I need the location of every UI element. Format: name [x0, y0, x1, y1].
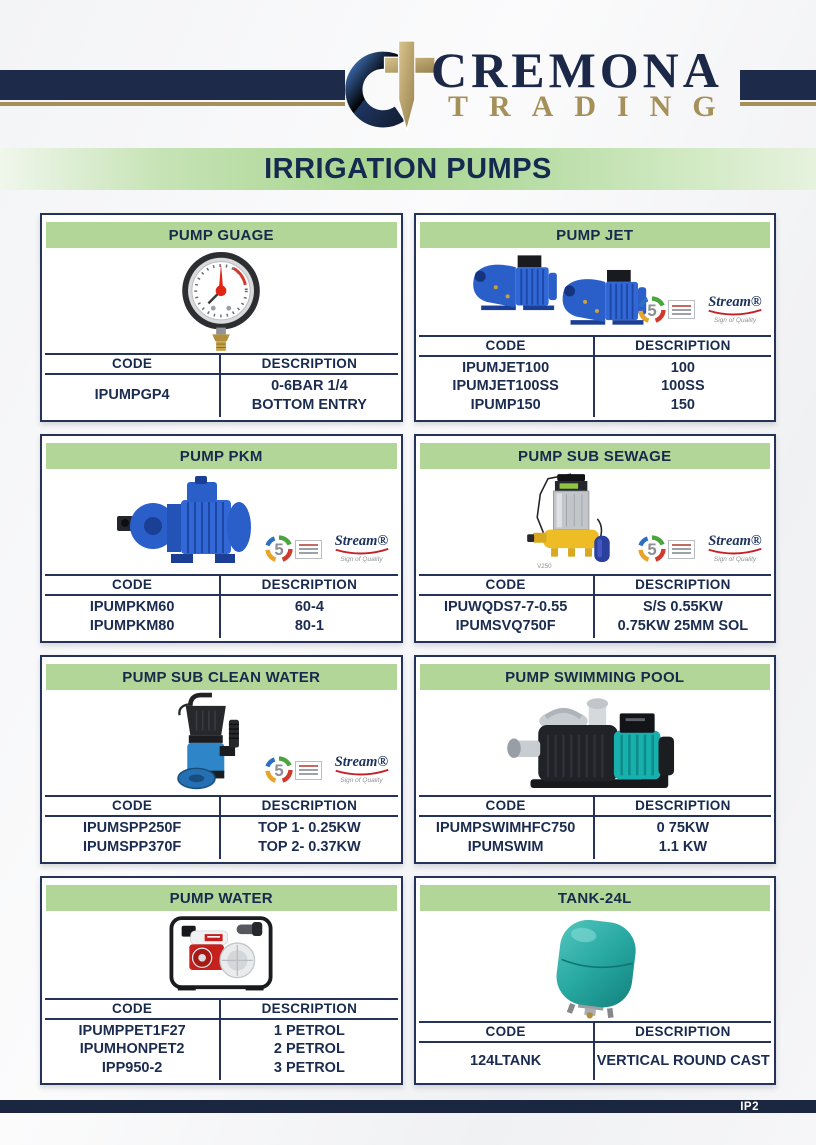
brand-wordmark — [431, 44, 737, 122]
code-value: IPUMSPP370F — [82, 838, 182, 855]
spec-table — [45, 795, 398, 859]
spec-table — [45, 998, 398, 1081]
product-card-pump-pkm — [40, 434, 403, 643]
stream-logo-name: Stream® — [334, 533, 389, 549]
svg-text:5: 5 — [647, 540, 657, 560]
spec-table — [45, 353, 398, 417]
description-value: VERTICAL ROUND CAST — [596, 1052, 770, 1069]
cremona-trading-logo-icon — [340, 38, 436, 136]
description-value: 1 PETROL — [273, 1022, 345, 1039]
stream-swoosh-icon — [333, 769, 391, 776]
code-header: CODE — [45, 355, 221, 373]
spec-table — [419, 574, 772, 638]
spec-table-header — [45, 355, 398, 375]
description-value: S/S 0.55KW — [642, 599, 723, 615]
description-value: 0-6BAR 1/4 — [271, 378, 348, 394]
description-value: 60-4 — [294, 599, 324, 615]
header-navy-bar-right — [740, 70, 816, 100]
product-image-area — [419, 469, 772, 574]
pressure-tank-image — [539, 913, 651, 1020]
spec-table-body — [419, 596, 772, 638]
stream-swoosh-icon — [706, 309, 764, 316]
description-value: 2 PETROL — [273, 1041, 345, 1057]
five-year-badge-icon — [637, 534, 667, 564]
code-values — [419, 596, 595, 638]
product-image-area — [419, 248, 772, 335]
product-image-area — [419, 911, 772, 1021]
code-value: IPUMSPP250F — [82, 820, 182, 836]
code-header: CODE — [419, 576, 595, 594]
spec-table-body — [419, 817, 772, 859]
code-value: IPP950-2 — [101, 1059, 163, 1076]
spec-table — [419, 335, 772, 418]
brand-subname: TRADING — [448, 90, 737, 123]
spec-table-body — [45, 817, 398, 859]
code-value: IPUMP150 — [470, 396, 541, 413]
code-values — [45, 1020, 221, 1081]
page-title-band — [0, 148, 816, 190]
page-title: IRRIGATION PUMPS — [264, 152, 552, 185]
card-title: PUMP SUB SEWAGE — [518, 447, 672, 465]
code-values — [419, 1043, 595, 1080]
code-value: IPUMPSWIMHFC750 — [435, 820, 576, 836]
svg-text:5: 5 — [647, 300, 657, 320]
spec-table-body — [419, 1043, 772, 1080]
code-value: 124LTANK — [470, 1052, 542, 1069]
description-value: 80-1 — [294, 617, 324, 634]
quality-badges — [264, 755, 394, 785]
code-values — [419, 357, 595, 418]
footer-bar — [0, 1100, 816, 1113]
description-header: DESCRIPTION — [261, 577, 358, 592]
code-header: CODE — [419, 1023, 595, 1041]
description-value: 1.1 KW — [658, 838, 708, 855]
code-values — [419, 817, 595, 859]
product-image-area — [45, 469, 398, 574]
stream-logo — [330, 535, 394, 563]
card-title-band — [420, 885, 771, 911]
stream-logo — [703, 535, 767, 563]
code-value: IPUMPKM60 — [89, 599, 175, 615]
product-grid — [40, 213, 776, 1085]
stream-logo — [330, 756, 394, 784]
spec-table-body — [45, 596, 398, 638]
code-value: IPUMPGP4 — [94, 387, 170, 404]
code-header: CODE — [45, 797, 221, 815]
description-header: DESCRIPTION — [635, 798, 731, 813]
quality-badges — [637, 534, 767, 564]
spec-table-body — [45, 1020, 398, 1081]
description-value: 100SS — [661, 378, 705, 394]
product-card-pump-sub-sewage — [414, 434, 777, 643]
description-value: 0 75KW — [656, 820, 710, 836]
clean-water-pump-image — [154, 692, 256, 794]
card-title: PUMP WATER — [169, 889, 273, 907]
card-title-band — [46, 222, 397, 248]
description-value: 100 — [670, 359, 695, 376]
code-header: CODE — [45, 576, 221, 594]
jet-pumps-image — [458, 249, 663, 333]
card-title-band — [420, 664, 771, 690]
description-value: 150 — [670, 396, 695, 413]
stream-logo — [703, 293, 767, 324]
code-values — [45, 817, 221, 859]
code-value: IPUMJET100 — [462, 359, 550, 376]
brand-name: CREMONA — [431, 42, 723, 98]
five-year-badge-icon — [264, 534, 294, 564]
stream-swoosh-icon — [706, 548, 764, 555]
description-header: DESCRIPTION — [635, 577, 731, 592]
description-header: DESCRIPTION — [635, 337, 731, 353]
pressure-gauge-image — [174, 250, 269, 352]
spec-table-body — [45, 375, 398, 417]
page-number-label: IP2 — [740, 1100, 759, 1113]
card-title-band — [46, 885, 397, 911]
svg-text:5: 5 — [273, 540, 284, 560]
description-value: TOP 2- 0.37KW — [258, 838, 361, 855]
product-image-area — [45, 911, 398, 998]
product-card-pump-swimming-pool — [414, 655, 777, 864]
card-title: PUMP SUB CLEAN WATER — [122, 668, 321, 686]
card-title: TANK-24L — [557, 889, 632, 907]
code-header: CODE — [419, 797, 595, 815]
pkm-pump-image — [115, 476, 275, 568]
spec-table — [419, 1021, 772, 1080]
swimming-pool-pump-image — [505, 692, 685, 794]
sewage-pump-image — [516, 471, 634, 573]
five-year-badge-icon — [637, 295, 667, 325]
card-title: PUMP SWIMMING POOL — [505, 668, 685, 686]
spec-table-header — [419, 1023, 772, 1043]
five-year-badge-text — [668, 540, 695, 559]
spec-table-header — [419, 337, 772, 357]
description-values — [221, 1020, 397, 1081]
code-value: IPUMPKM80 — [89, 617, 175, 634]
description-header: DESCRIPTION — [261, 1000, 358, 1016]
five-year-warranty-badge — [637, 295, 695, 325]
description-value: 3 PETROL — [273, 1059, 345, 1076]
code-value: IPUMSVQ750F — [455, 617, 556, 634]
stream-tagline: Sign of Quality — [340, 777, 383, 784]
quality-badges — [637, 295, 767, 325]
stream-logo-name: Stream® — [334, 754, 389, 770]
spec-table-header — [419, 797, 772, 817]
description-header: DESCRIPTION — [261, 356, 358, 371]
description-value: BOTTOM ENTRY — [251, 396, 367, 413]
card-title-band — [46, 664, 397, 690]
description-value: TOP 1- 0.25KW — [258, 820, 361, 836]
stream-tagline: Sign of Quality — [713, 556, 757, 563]
code-header: CODE — [419, 337, 595, 355]
description-values — [221, 375, 397, 417]
stream-logo-name: Stream® — [708, 293, 762, 310]
card-title-band — [46, 443, 397, 469]
spec-table — [419, 795, 772, 859]
spec-table-header — [45, 797, 398, 817]
five-year-badge-icon — [264, 755, 294, 785]
five-year-badge-text — [668, 300, 695, 319]
header-navy-bar-left — [0, 70, 345, 100]
product-card-pump-guage — [40, 213, 403, 422]
card-title: PUMP JET — [556, 226, 634, 244]
spec-table-header — [45, 1000, 398, 1020]
five-year-badge-text — [295, 761, 322, 780]
card-title-band — [420, 443, 771, 469]
spec-table-header — [45, 576, 398, 596]
card-title: PUMP PKM — [179, 447, 263, 465]
product-card-pump-sub-clean-water — [40, 655, 403, 864]
product-card-tank-24l — [414, 876, 777, 1085]
five-year-badge-text — [295, 540, 322, 559]
product-image-area — [45, 690, 398, 795]
card-title-band — [420, 222, 771, 248]
description-header: DESCRIPTION — [635, 1024, 731, 1039]
five-year-warranty-badge — [637, 534, 695, 564]
product-card-pump-jet — [414, 213, 777, 422]
code-value: IPUMJET100SS — [452, 378, 559, 394]
petrol-water-pump-image — [165, 913, 277, 995]
product-model-label: V250 — [536, 562, 552, 570]
code-value: IPUWQDS7-7-0.55 — [443, 599, 568, 615]
card-title: PUMP GUAGE — [168, 226, 274, 244]
five-year-warranty-badge — [264, 534, 322, 564]
description-value: 0.75KW 25MM SOL — [617, 617, 749, 634]
code-values — [45, 596, 221, 638]
stream-logo-name: Stream® — [708, 533, 762, 549]
description-header: DESCRIPTION — [261, 798, 358, 813]
code-header: CODE — [45, 1000, 221, 1018]
page-header — [0, 0, 816, 148]
product-image-area — [45, 248, 398, 353]
spec-table — [45, 574, 398, 638]
spec-table-header — [419, 576, 772, 596]
quality-badges — [264, 534, 394, 564]
svg-text:5: 5 — [273, 761, 284, 781]
product-image-area — [419, 690, 772, 795]
code-value: IPUMSWIM — [467, 838, 544, 855]
header-gold-line-right — [740, 102, 816, 106]
stream-tagline: Sign of Quality — [340, 556, 383, 563]
stream-swoosh-icon — [333, 548, 391, 555]
spec-table-body — [419, 357, 772, 418]
product-card-pump-water — [40, 876, 403, 1085]
code-values — [45, 375, 221, 417]
description-values — [221, 596, 397, 638]
description-values — [595, 1043, 771, 1080]
stream-tagline: Sign of Quality — [713, 316, 757, 324]
code-value: IPUMHONPET2 — [79, 1041, 185, 1057]
description-values — [595, 596, 771, 638]
description-values — [595, 357, 771, 418]
header-gold-line-left — [0, 102, 345, 106]
description-values — [595, 817, 771, 859]
five-year-warranty-badge — [264, 755, 322, 785]
description-values — [221, 817, 397, 859]
code-value: IPUMPPET1F27 — [78, 1022, 186, 1039]
